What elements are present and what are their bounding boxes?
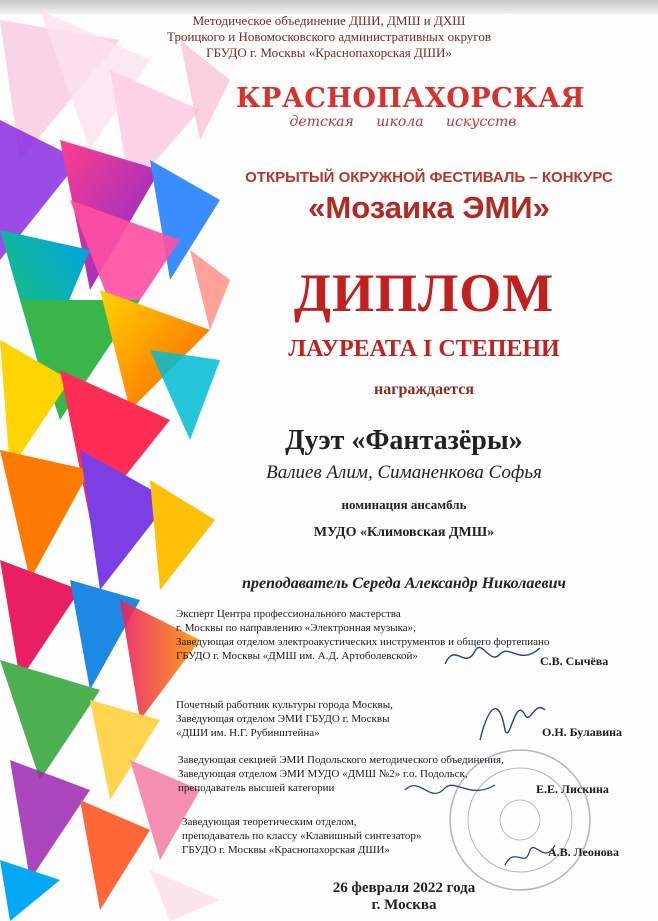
signature-2-line-2: Заведующая отделом ЭМИ ГБУДО г. Москвы xyxy=(176,713,390,725)
signature-4-line-3: ГБУДО г. Москвы «Краснопахорская ДШИ» xyxy=(182,844,390,856)
signature-1-line-3: Заведующая отделом электроакустических инструментов и общего фортепиано xyxy=(176,636,550,648)
diploma-degree: ЛАУРЕАТА I СТЕПЕНИ xyxy=(288,336,560,362)
organization-line-2: Троицкого и Новомосковского административных округов xyxy=(167,29,491,44)
signature-3-name: Е.Е. Лискина xyxy=(536,782,609,796)
diploma-title: ДИПЛОМ xyxy=(293,263,555,323)
nomination: номинация ансамбль xyxy=(341,497,467,512)
issue-city: г. Москва xyxy=(371,897,437,913)
handwritten-signature-2 xyxy=(470,690,550,750)
signature-1-line-1: Эксперт Центра профессионального мастерства xyxy=(176,608,401,620)
signature-3-line-1: Заведующая секцией ЭМИ Подольского методического объединения, xyxy=(178,754,504,766)
signature-3-line-2: Заведующая отделом ЭМИ МУДО «ДМШ №2» г.о. Подольск, xyxy=(178,768,468,780)
signature-1-name: С.В. Сычёва xyxy=(540,654,609,668)
handwritten-signature-1 xyxy=(440,636,550,676)
signature-2-name: О.Н. Булавина xyxy=(542,725,623,739)
teacher: преподаватель Середа Александр Николаевич xyxy=(242,575,566,592)
winner-members: Валиев Алим, Симаненкова Софья xyxy=(266,462,542,483)
logo-title: КРАСНОПАХОРСКАЯ xyxy=(236,83,585,114)
festival-title: ОТКРЫТЫЙ ОКРУЖНОЙ ФЕСТИВАЛЬ – КОНКУРС xyxy=(245,169,613,186)
issue-date-block xyxy=(150,880,658,914)
signature-1-line-2: г. Москвы по направлению «Электронная музыка», xyxy=(176,622,416,634)
school-logo xyxy=(236,83,585,136)
logo-subtitle: детская школа искусств xyxy=(289,114,517,130)
awarded-caption: награждается xyxy=(374,381,474,398)
organization-line-1: Методическое объединение ДШИ, ДМШ и ДХШ xyxy=(192,13,466,28)
festival-name: «Мозаика ЭМИ» xyxy=(308,190,550,225)
winner-name: Дуэт «Фантазёры» xyxy=(285,425,523,456)
signature-block-4 xyxy=(182,815,619,859)
organization-header xyxy=(0,13,658,61)
signature-block-2 xyxy=(176,698,623,740)
organization-line-3: ГБУДО г. Москвы «Краснопахорская ДШИ» xyxy=(206,45,452,60)
issue-date: 26 февраля 2022 года xyxy=(332,880,476,896)
winner-school: МУДО «Климовская ДМШ» xyxy=(313,525,495,540)
signature-1-line-4: ГБУДО г. Москвы «ДМШ им. А.Д. Артоболевской» xyxy=(176,650,418,662)
signature-2-line-1: Почетный работник культуры города Москвы, xyxy=(176,699,393,711)
signature-3-line-3: преподаватель высшей категории xyxy=(178,782,335,794)
school-stamp xyxy=(445,745,595,895)
signature-4-line-1: Заведующая теоретическим отделом, xyxy=(182,816,357,828)
signature-4-line-2: преподаватель по классу «Клавишный синтезатор» xyxy=(182,830,422,842)
signature-4-name: А.В. Леонова xyxy=(548,845,619,859)
signature-2-line-3: «ДШИ им. Н.Г. Рубинштейна» xyxy=(176,727,320,739)
